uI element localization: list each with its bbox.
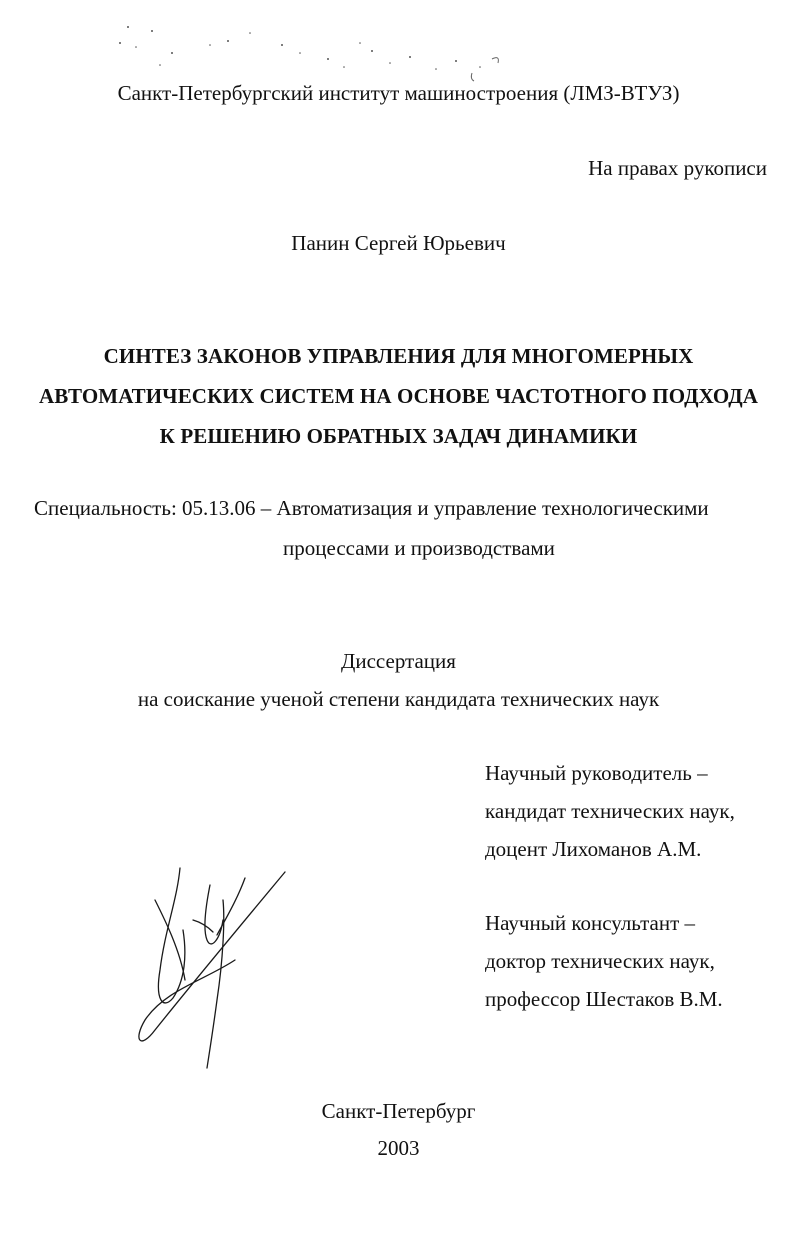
consultant-name: профессор Шестаков В.М. <box>485 987 723 1011</box>
dissertation-title-line-2: АВТОМАТИЧЕСКИХ СИСТЕМ НА ОСНОВЕ ЧАСТОТНОГО ПОДХОДА <box>38 384 759 408</box>
consultant-degree: доктор технических наук, <box>485 949 715 973</box>
manuscript-rights-note: На правах рукописи <box>588 156 767 180</box>
dissertation-title-line-1: СИНТЕЗ ЗАКОНОВ УПРАВЛЕНИЯ ДЛЯ МНОГОМЕРНЫХ <box>103 344 694 368</box>
publication-year: 2003 <box>377 1136 420 1160</box>
institution-name: Санкт-Петербургский институт машиностроения (ЛМЗ-ВТУЗ) <box>117 81 680 105</box>
degree-sought: на соискание ученой степени кандидата технических наук <box>137 687 660 711</box>
dissertation-title-line-3: К РЕШЕНИЮ ОБРАТНЫХ ЗАДАЧ ДИНАМИКИ <box>159 424 638 448</box>
specialty-line-2: процессами и производствами <box>283 536 555 560</box>
handwritten-signature <box>125 860 295 1075</box>
consultant-role: Научный консультант – <box>485 911 695 935</box>
scan-specks <box>100 15 520 85</box>
dissertation-type: Диссертация <box>341 649 456 673</box>
publication-city: Санкт-Петербург <box>321 1099 476 1123</box>
supervisor-role: Научный руководитель – <box>485 761 708 785</box>
author-name: Панин Сергей Юрьевич <box>291 231 506 255</box>
supervisor-degree: кандидат технических наук, <box>485 799 735 823</box>
supervisor-name: доцент Лихоманов А.М. <box>485 837 702 861</box>
specialty-line-1: Специальность: 05.13.06 – Автоматизация и управление технологическими <box>34 496 709 520</box>
